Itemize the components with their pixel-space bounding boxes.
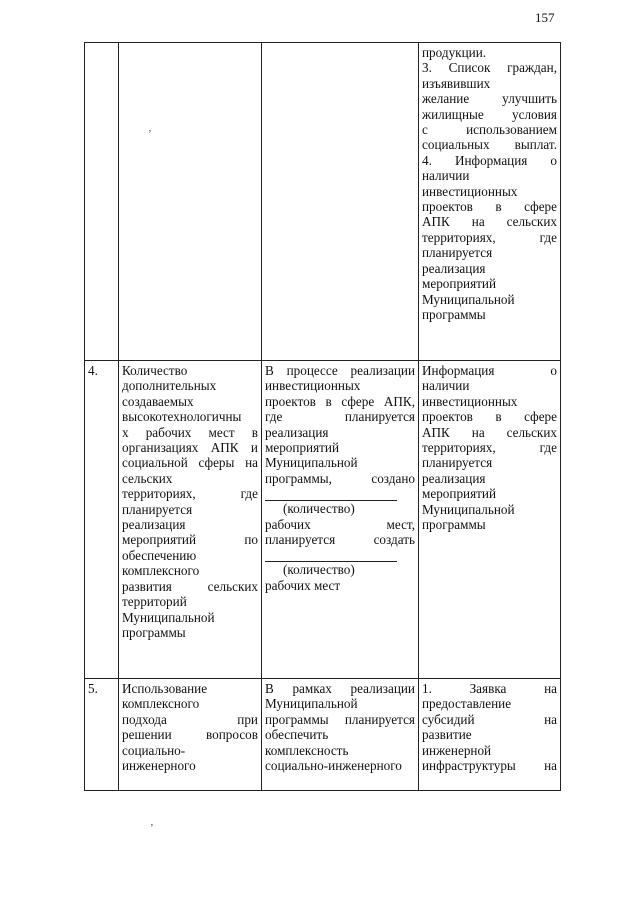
source-line: инвестиционных <box>422 393 518 409</box>
source-line: программы <box>422 517 486 533</box>
table-row <box>85 361 561 679</box>
scan-speck: ’ <box>150 822 154 834</box>
quantity-label: (количество) <box>283 562 355 578</box>
source-line: программы <box>422 306 486 322</box>
indicator-line: комплексного <box>122 696 200 712</box>
source-line: реализация <box>422 260 486 276</box>
indicator-line: социальной сферы на <box>122 455 258 471</box>
indicator-line: социально- <box>122 742 186 758</box>
row-number-cell <box>85 43 119 361</box>
planned-line: комплексность <box>265 742 349 758</box>
indicator-line: высокотехнологичны <box>122 409 242 425</box>
source-cell <box>419 679 561 791</box>
planned-line: программы планируется <box>265 711 415 727</box>
table-row <box>85 679 561 791</box>
table-row <box>85 43 561 361</box>
source-line: реализация <box>422 470 486 486</box>
source-line: мероприятий <box>422 276 497 292</box>
indicator-line: территориях, где <box>122 486 258 502</box>
source-line: территориях, где <box>422 440 557 456</box>
indicator-line: дополнительных <box>122 378 217 394</box>
planned-line: мероприятий <box>265 440 340 456</box>
source-line: наличии <box>422 378 470 394</box>
quantity-label: (количество) <box>283 501 355 517</box>
indicator-line: Использование <box>122 681 208 696</box>
source-line: 4. Информация о <box>422 152 557 168</box>
planned-line: планируется создать <box>265 532 415 548</box>
indicator-line: инженерного <box>122 758 196 774</box>
indicator-line: мероприятий по <box>122 532 258 548</box>
planned-line: программы, создано <box>265 470 415 486</box>
source-line: 1. Заявка на <box>422 681 557 696</box>
indicator-cell <box>119 679 262 791</box>
indicator-cell <box>119 43 262 361</box>
source-line: инженерной <box>422 742 492 758</box>
planned-line: проектов в сфере АПК, <box>265 393 415 409</box>
planned-line: социально-инженерного <box>265 758 402 774</box>
indicator-line: комплексного <box>122 563 200 579</box>
source-line: Муниципальной <box>422 501 515 517</box>
source-line: АПК на сельских <box>422 424 557 440</box>
indicator-cell <box>119 361 262 679</box>
source-cell <box>419 361 561 679</box>
row-number-cell: 5. <box>85 679 119 791</box>
indicator-line: развития сельских <box>122 578 258 594</box>
source-line: 3. Список граждан, <box>422 60 557 76</box>
page-number: 157 <box>535 10 555 25</box>
source-line: жилищные условия <box>422 106 557 122</box>
planned-line: Муниципальной <box>265 696 358 712</box>
indicator-line: решении вопросов <box>122 727 258 743</box>
indicator-line: подхода при <box>122 711 258 727</box>
indicator-line: организациях АПК и <box>122 440 258 456</box>
planned-value-cell <box>262 679 419 791</box>
scan-speck: ’ <box>148 128 152 140</box>
source-line: АПК на сельских <box>422 214 557 230</box>
planned-line: рабочих мест <box>265 577 341 593</box>
source-line: планируется <box>422 455 493 471</box>
indicator-line: обеспечению <box>122 547 197 563</box>
indicator-line: Муниципальной <box>122 609 215 625</box>
source-cell <box>419 43 561 361</box>
source-line: продукции. <box>422 45 487 60</box>
quantity-blank <box>265 548 397 562</box>
indicator-line: территорий <box>122 594 187 610</box>
indicator-line: Количество <box>122 363 188 378</box>
indicator-line: реализация <box>122 517 186 533</box>
planned-line: инвестиционных <box>265 378 361 394</box>
indicator-line: программы <box>122 624 186 640</box>
quantity-blank <box>265 487 397 501</box>
planned-line: Муниципальной <box>265 455 358 471</box>
source-line: с использованием <box>422 122 557 138</box>
planned-value-cell <box>262 43 419 361</box>
planned-value-cell <box>262 361 419 679</box>
source-line: социальных выплат. <box>422 137 557 153</box>
planned-line: В процессе реализации <box>265 363 415 378</box>
source-line: изъявивших <box>422 75 491 91</box>
source-line: проектов в сфере <box>422 199 557 215</box>
planned-line: где планируется <box>265 409 415 425</box>
planned-line: обеспечить <box>265 727 329 743</box>
indicator-line: сельских <box>122 470 173 486</box>
planned-line: рабочих мест, <box>265 516 415 532</box>
row-number-cell: 4. <box>85 361 119 679</box>
source-line: планируется <box>422 245 493 261</box>
source-line: инфраструктуры на <box>422 758 557 774</box>
source-line: предоставление <box>422 696 512 712</box>
source-line: Информация о <box>422 363 557 378</box>
source-line: территориях, где <box>422 229 557 245</box>
planned-line: реализация <box>265 424 329 440</box>
indicator-line: х рабочих мест в <box>122 424 258 440</box>
source-line: наличии <box>422 168 470 184</box>
source-line: развитие <box>422 727 472 743</box>
source-line: проектов в сфере <box>422 409 557 425</box>
source-line: мероприятий <box>422 486 497 502</box>
source-line: желание улучшить <box>422 91 557 107</box>
indicator-line: планируется <box>122 501 193 517</box>
source-line: субсидий на <box>422 711 557 727</box>
program-indicators-table <box>84 42 561 791</box>
planned-line: В рамках реализации <box>265 681 415 696</box>
indicator-line: создаваемых <box>122 393 194 409</box>
source-line: Муниципальной <box>422 291 515 307</box>
source-line: инвестиционных <box>422 183 518 199</box>
